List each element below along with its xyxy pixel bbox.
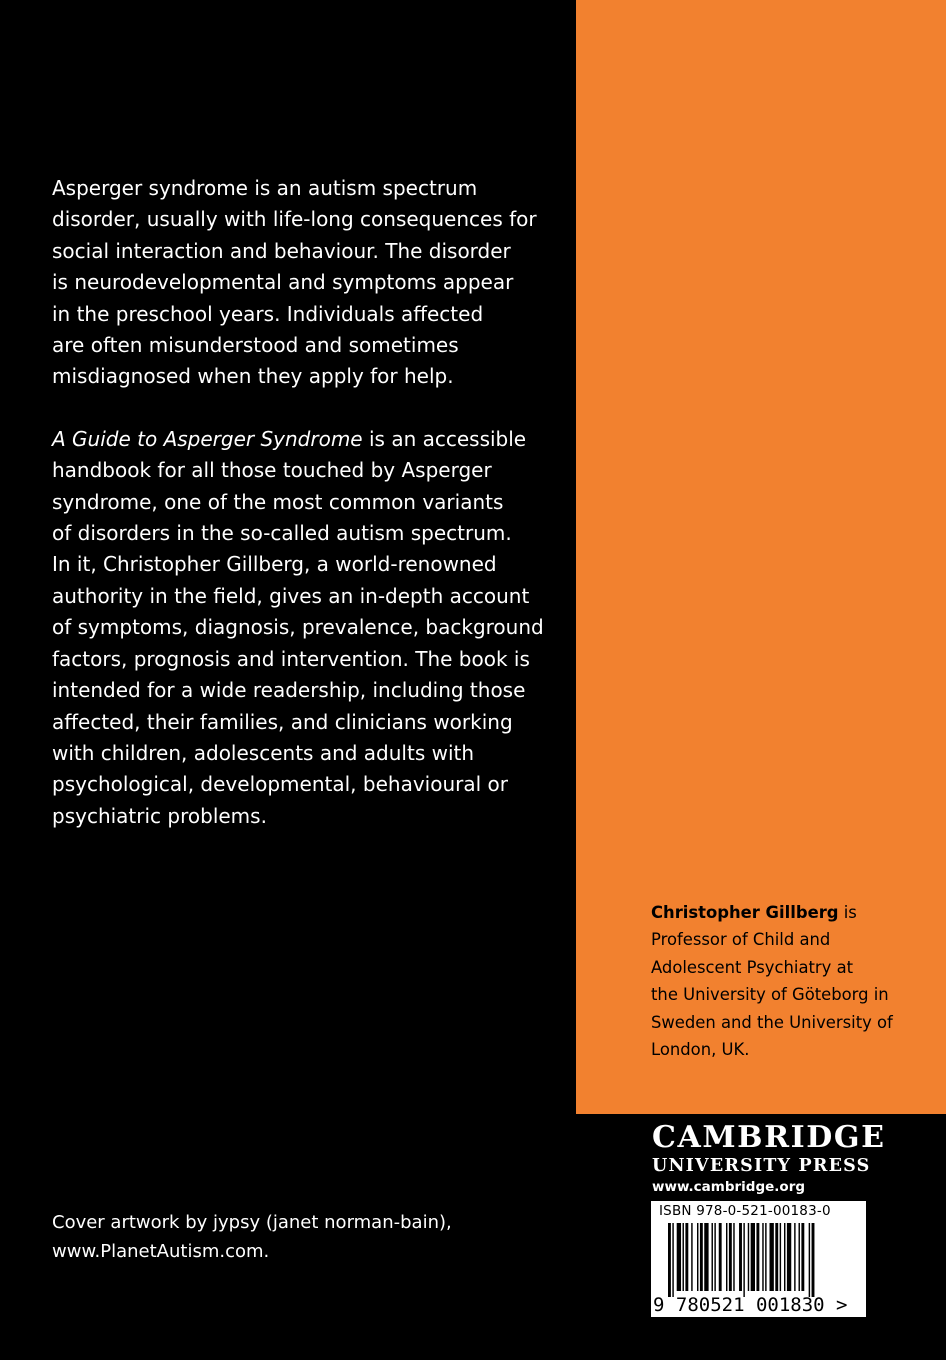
blurb-line: of disorders in the so-called autism spectrum. [52, 521, 512, 546]
blurb-line: handbook for all those touched by Asperger [52, 458, 492, 483]
blurb-line: Asperger syndrome is an autism spectrum [52, 176, 478, 200]
blurb-line: intended for a wide readership, including those [52, 678, 526, 703]
blurb-paragraph-1 [52, 173, 552, 393]
blurb-line: authority in the field, gives an in-depth account [52, 583, 530, 608]
barcode-digits: 9 780521 001830 > [653, 1294, 848, 1316]
publisher-name-line2: UNIVERSITY PRESS [652, 1156, 871, 1176]
blurb-line: with children, adolescents and adults with [52, 740, 475, 765]
book-title: A Guide to Asperger Syndrome [52, 426, 363, 451]
isbn-barcode [651, 1201, 866, 1317]
bio-line: Sweden and the University of [651, 1012, 893, 1032]
blurb-line: disorder, usually with life-long consequences for [52, 207, 537, 232]
blurb-line-rest: is an accessible [362, 426, 527, 451]
blurb-line: in the preschool years. Individuals affected [52, 301, 484, 326]
blurb-paragraph-2 [52, 424, 552, 832]
credit-line: Cover artwork by jypsy (janet norman-bain), [52, 1212, 452, 1233]
bio-line [651, 899, 931, 926]
blurb-line: social interaction and behaviour. The disorder [52, 238, 511, 263]
blurb [52, 173, 552, 832]
blurb-line: In it, Christopher Gillberg, a world-renowned [52, 552, 497, 577]
barcode-bars-icon [668, 1223, 848, 1297]
cover-credit [52, 1208, 452, 1266]
bio-line: Adolescent Psychiatry at [651, 957, 854, 977]
bio-line: London, UK. [651, 1040, 750, 1060]
author-name: Christopher Gillberg [651, 903, 839, 922]
author-bio [651, 899, 931, 1063]
blurb-line: syndrome, one of the most common variants [52, 489, 504, 514]
bio-line-rest: is [838, 903, 857, 922]
blurb-line: is neurodevelopmental and symptoms appear [52, 270, 514, 295]
blurb-line: are often misunderstood and sometimes [52, 333, 459, 358]
blurb-line: misdiagnosed when they apply for help. [52, 364, 454, 389]
blurb-line [52, 424, 552, 455]
publisher-name-line1: CAMBRIDGE [652, 1120, 886, 1155]
isbn-text: ISBN 978-0-521-00183-0 [659, 1203, 831, 1219]
blurb-line: of symptoms, diagnosis, prevalence, background [52, 615, 544, 640]
blurb-line: affected, their families, and clinicians working [52, 709, 513, 734]
blurb-line: psychiatric problems. [52, 803, 267, 828]
bio-line: Professor of Child and [651, 930, 831, 950]
blurb-line: psychological, developmental, behavioural or [52, 772, 508, 797]
credit-line: www.PlanetAutism.com. [52, 1241, 270, 1262]
bio-line: the University of Göteborg in [651, 985, 889, 1005]
blurb-line: factors, prognosis and intervention. The book is [52, 646, 530, 671]
publisher-url: www.cambridge.org [652, 1179, 806, 1195]
publisher-logo [652, 1120, 886, 1177]
